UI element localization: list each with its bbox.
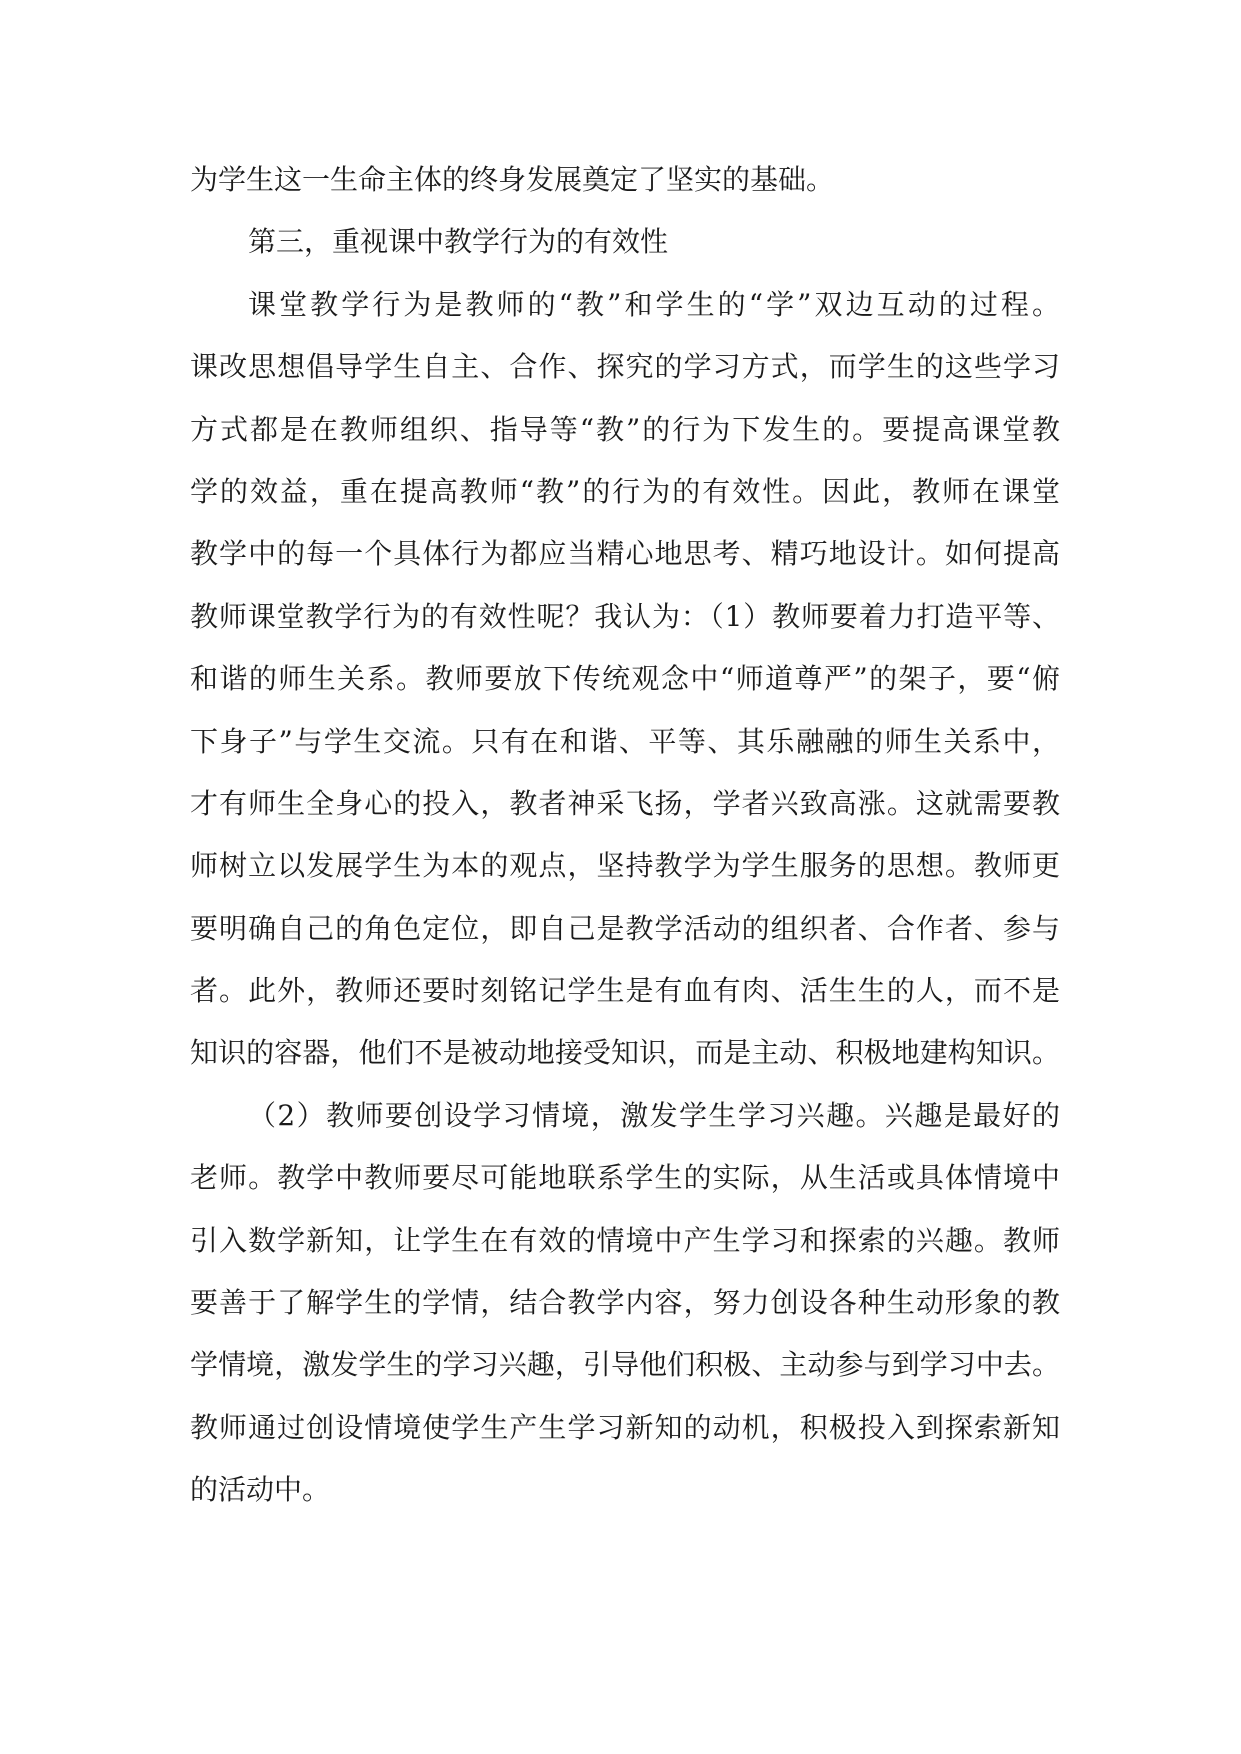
- text-line: 方式都是在教师组织、指导等“教”的行为下发生的。要提高课堂教: [190, 412, 1060, 446]
- text-line: 要明确自己的角色定位，即自己是教学活动的组织者、合作者、参与: [190, 911, 1060, 945]
- text-line: 教师通过创设情境使学生产生学习新知的动机，积极投入到探索新知: [190, 1410, 1060, 1444]
- text-line: 课改思想倡导学生自主、合作、探究的学习方式，而学生的这些学习: [190, 350, 1060, 384]
- body-text: [190, 160, 1060, 1533]
- text-line: 要善于了解学生的学情，结合教学内容，努力创设各种生动形象的教: [190, 1286, 1060, 1320]
- text-line: 知识的容器，他们不是被动地接受知识，而是主动、积极地建构知识。: [190, 1036, 1060, 1070]
- text-line: 学情境，激发学生的学习兴趣，引导他们积极、主动参与到学习中去。: [190, 1348, 1060, 1382]
- text-line: 师树立以发展学生为本的观点，坚持教学为学生服务的思想。教师更: [190, 849, 1060, 883]
- text-line: （2）教师要创设学习情境，激发学生学习兴趣。兴趣是最好的: [248, 1098, 1060, 1132]
- text-line: 和谐的师生关系。教师要放下传统观念中“师道尊严”的架子，要“俯: [190, 662, 1060, 696]
- text-line: 者。此外，教师还要时刻铭记学生是有血有肉、活生生的人，而不是: [190, 974, 1060, 1008]
- text-line: 教学中的每一个具体行为都应当精心地思考、精巧地设计。如何提高: [190, 537, 1060, 571]
- text-line: 引入数学新知，让学生在有效的情境中产生学习和探索的兴趣。教师: [190, 1223, 1060, 1257]
- text-line: 老师。教学中教师要尽可能地联系学生的实际，从生活或具体情境中: [190, 1161, 1060, 1195]
- text-line: 学的效益，重在提高教师“教”的行为的有效性。因此，教师在课堂: [190, 474, 1060, 508]
- text-line: 教师课堂教学行为的有效性呢？我认为：（1）教师要着力打造平等、: [190, 599, 1060, 633]
- text-line: 下身子”与学生交流。只有在和谐、平等、其乐融融的师生关系中，: [190, 724, 1060, 758]
- text-line: 为学生这一生命主体的终身发展奠定了坚实的基础。: [190, 163, 835, 196]
- text-line: 的活动中。: [190, 1473, 331, 1507]
- section-heading: 第三，重视课中教学行为的有效性: [248, 225, 669, 259]
- text-line: 才有师生全身心的投入，教者神采飞扬，学者兴致高涨。这就需要教: [190, 786, 1060, 820]
- text-line: 课堂教学行为是教师的“教”和学生的“学”双边互动的过程。: [248, 287, 1060, 321]
